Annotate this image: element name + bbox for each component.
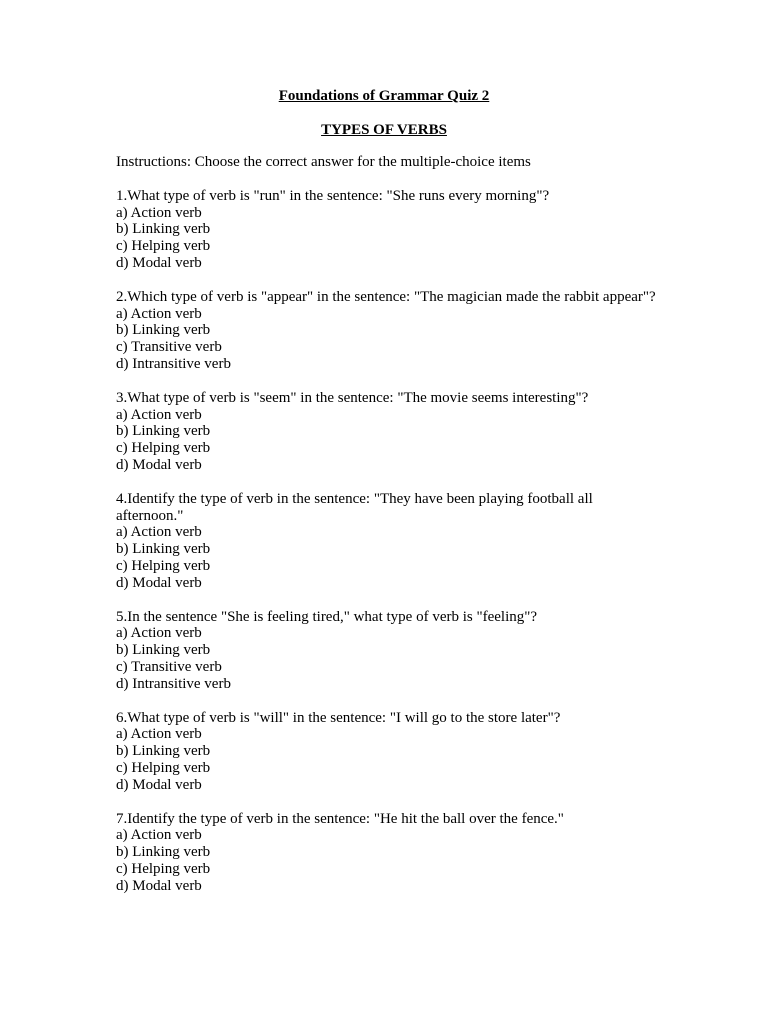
answer-option-d: d) Intransitive verb: [116, 675, 231, 692]
document-title: Foundations of Grammar Quiz 2: [278, 88, 490, 104]
question-text: 4.Identify the type of verb in the sentence: "They have been playing football all afternoon.": [116, 490, 593, 524]
answer-option-d: d) Modal verb: [116, 776, 202, 793]
answer-option-c: c) Helping verb: [116, 238, 211, 255]
question-6: [116, 710, 656, 794]
question-text: 5.In the sentence "She is feeling tired," what type of verb is "feeling"?: [116, 608, 538, 625]
instructions-text: Instructions: Choose the correct answer for the multiple-choice items: [116, 154, 531, 170]
answer-option-c: c) Helping verb: [116, 759, 211, 776]
answer-option-c: c) Transitive verb: [116, 339, 222, 356]
question-text: 1.What type of verb is "run" in the sentence: "She runs every morning"?: [116, 187, 550, 204]
answer-option-a: a) Action verb: [116, 625, 202, 642]
question-text: 3.What type of verb is "seem" in the sentence: "The movie seems interesting"?: [116, 389, 589, 406]
question-text: 6.What type of verb is "will" in the sentence: "I will go to the store later"?: [116, 709, 561, 726]
question-3: [116, 390, 656, 474]
answer-option-b: b) Linking verb: [116, 322, 211, 339]
answer-option-d: d) Modal verb: [116, 877, 202, 894]
question-7: [116, 811, 656, 895]
answer-option-a: a) Action verb: [116, 524, 202, 541]
answer-option-b: b) Linking verb: [116, 844, 211, 861]
answer-option-c: c) Helping verb: [116, 860, 211, 877]
answer-option-a: a) Action verb: [116, 305, 202, 322]
answer-option-b: b) Linking verb: [116, 541, 211, 558]
answer-option-b: b) Linking verb: [116, 743, 211, 760]
answer-option-b: b) Linking verb: [116, 221, 211, 238]
answer-option-d: d) Modal verb: [116, 254, 202, 271]
question-2: [116, 289, 656, 373]
answer-option-c: c) Helping verb: [116, 557, 211, 574]
question-1: [116, 188, 656, 272]
answer-option-a: a) Action verb: [116, 406, 202, 423]
answer-option-a: a) Action verb: [116, 827, 202, 844]
answer-option-a: a) Action verb: [116, 204, 202, 221]
answer-option-d: d) Modal verb: [116, 456, 202, 473]
answer-option-a: a) Action verb: [116, 726, 202, 743]
answer-option-c: c) Transitive verb: [116, 658, 222, 675]
answer-option-d: d) Intransitive verb: [116, 355, 231, 372]
answer-option-d: d) Modal verb: [116, 574, 202, 591]
answer-option-b: b) Linking verb: [116, 423, 211, 440]
question-text: 7.Identify the type of verb in the sentence: "He hit the ball over the fence.": [116, 810, 564, 827]
answer-option-b: b) Linking verb: [116, 642, 211, 659]
question-5: [116, 609, 656, 693]
question-4: [116, 491, 656, 592]
answer-option-c: c) Helping verb: [116, 440, 211, 457]
question-text: 2.Which type of verb is "appear" in the sentence: "The magician made the rabbit appear"?: [116, 288, 656, 305]
quiz-content: [116, 154, 656, 911]
document-subtitle: TYPES OF VERBS: [321, 122, 447, 138]
